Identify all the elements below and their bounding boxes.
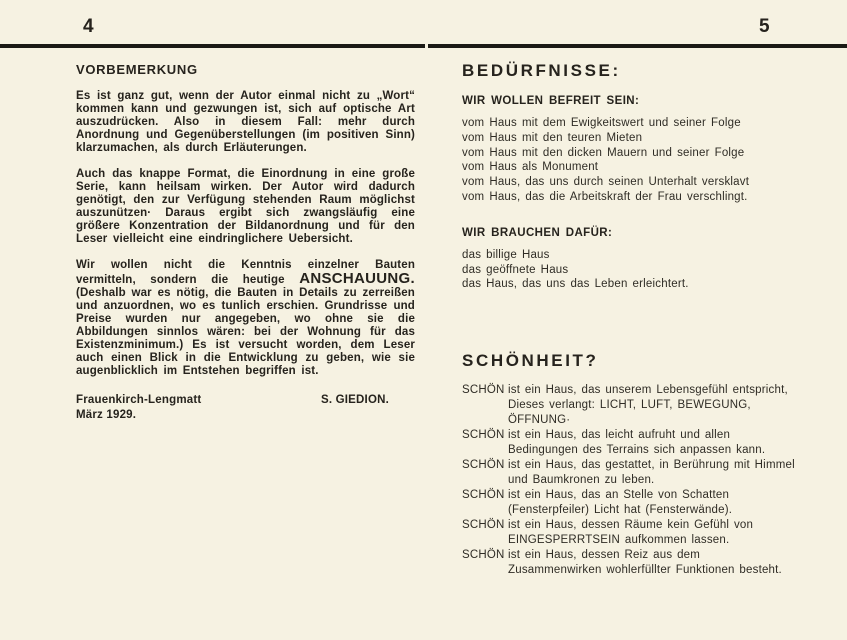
schoen-item bbox=[462, 458, 795, 488]
header-rule-left bbox=[0, 44, 425, 48]
list-item: vom Haus als Monument bbox=[462, 161, 599, 174]
list-item: das billige Haus bbox=[462, 248, 550, 261]
schoen-text: ist ein Haus, dessen Reiz aus dem Zusammenwirken wohlerfüllter Funktionen besteht. bbox=[508, 549, 782, 577]
schoen-text: ist ein Haus, das gestattet, in Berührung mit Himmel und Baumkronen zu leben. bbox=[508, 459, 795, 487]
befreit-subheading: WIR WOLLEN BEFREIT SEIN: bbox=[462, 95, 640, 107]
signature-date: März 1929. bbox=[76, 409, 137, 421]
list-item: vom Haus, das uns durch seinen Unterhalt versklavt bbox=[462, 176, 750, 189]
schoen-text: ist ein Haus, das leicht aufruht und allen Bedingungen des Terrains sich anpassen kann. bbox=[508, 429, 766, 457]
schoen-label: SCHÖN bbox=[462, 459, 505, 472]
page-number-right: 5 bbox=[759, 16, 771, 37]
schoen-label: SCHÖN bbox=[462, 429, 505, 442]
page-number-left: 4 bbox=[83, 16, 95, 37]
schoenheit-heading: SCHÖNHEIT? bbox=[462, 351, 599, 371]
schoen-list bbox=[462, 383, 795, 578]
header-rule-right bbox=[428, 44, 847, 48]
right-page bbox=[462, 62, 795, 578]
beduerfnisse-heading: BEDÜRFNISSE: bbox=[462, 61, 621, 80]
brauchen-subheading: WIR BRAUCHEN DAFÜR: bbox=[462, 226, 613, 239]
list-item: vom Haus mit den teuren Mieten bbox=[462, 131, 643, 144]
vorbemerkung-heading: VORBEMERKUNG bbox=[76, 62, 198, 77]
schoen-item bbox=[462, 383, 795, 428]
brauchen-list bbox=[462, 248, 795, 292]
schoen-item bbox=[462, 428, 795, 458]
paragraph-3-pre: Wir wollen nicht die Kenntnis einzelner Bauten vermitteln, sondern die heutige bbox=[76, 259, 415, 286]
paragraph-2: Auch das knappe Format, die Einordnung in eine große Serie, kann heilsam wirken. Der Autor wird dadurch genötigt, den zur Verfügung stehenden Raum möglichst auszunützen· Daraus ergibt sich zwangsläufig eine größere Konzentration der Bildanordnung und für den Leser vielleicht eine eindringlichere Uebersicht. bbox=[76, 168, 415, 245]
schoen-label: SCHÖN bbox=[462, 519, 505, 532]
list-item: vom Haus mit den dicken Mauern und seiner Folge bbox=[462, 146, 745, 159]
left-page bbox=[76, 62, 415, 423]
schoen-item bbox=[462, 518, 795, 548]
paragraph-3-post: (Deshalb war es nötig, die Bauten in Details zu zerreißen und anzuordnen, wo es tunlich erschien. Grundrisse und Preise wurden nur angegeben, wo ohne sie die Abbildungen sinnlos wären: bei der Wohnung für das Existenzminimum.) Es ist versucht worden, dem Leser auch einen Blick in die Entwicklung zu geben, wie sie augenblicklich im Entstehen begriffen ist. bbox=[76, 287, 415, 377]
signature-place: Frauenkirch-Lengmatt bbox=[76, 394, 202, 406]
list-item: das geöffnete Haus bbox=[462, 263, 569, 276]
schoen-label: SCHÖN bbox=[462, 549, 505, 562]
schoen-item bbox=[462, 488, 795, 518]
list-item: vom Haus mit dem Ewigkeitswert und seiner Folge bbox=[462, 117, 741, 129]
signature-place-date bbox=[76, 393, 201, 423]
list-item: vom Haus, das die Arbeitskraft der Frau verschlingt. bbox=[462, 190, 748, 203]
schoen-label: SCHÖN bbox=[462, 489, 505, 502]
list-item: das Haus, das uns das Leben erleichtert. bbox=[462, 278, 689, 291]
signature-author: S. GIEDION. bbox=[320, 394, 389, 406]
signature-block bbox=[76, 393, 415, 423]
schoen-text: ist ein Haus, das unserem Lebensgefühl entspricht, Dieses verlangt: LICHT, LUFT, BEWEGUNG, ÖFFNUNG· bbox=[508, 384, 788, 427]
paragraph-1: Es ist ganz gut, wenn der Autor einmal nicht zu „Wort“ kommen kann und gezwungen ist, sich auf optische Art auszudrücken. Also in diesem Fall: mehr durch Anordnung und Gegenüberstellungen (im positiven Sinn) klarzumachen, als durch Erläuterungen. bbox=[76, 90, 415, 154]
anschauung-emphasis: ANSCHAUUNG. bbox=[299, 270, 415, 287]
schoen-item bbox=[462, 548, 795, 578]
schoen-label: SCHÖN bbox=[462, 384, 505, 397]
schoen-text: ist ein Haus, dessen Räume kein Gefühl von EINGESPERRTSEIN aufkommen lassen. bbox=[508, 519, 754, 547]
schoen-text: ist ein Haus, das an Stelle von Schatten (Fensterpfeiler) Licht hat (Fensterwände). bbox=[508, 489, 733, 517]
befreit-list bbox=[462, 116, 795, 205]
paragraph-3 bbox=[76, 259, 415, 378]
